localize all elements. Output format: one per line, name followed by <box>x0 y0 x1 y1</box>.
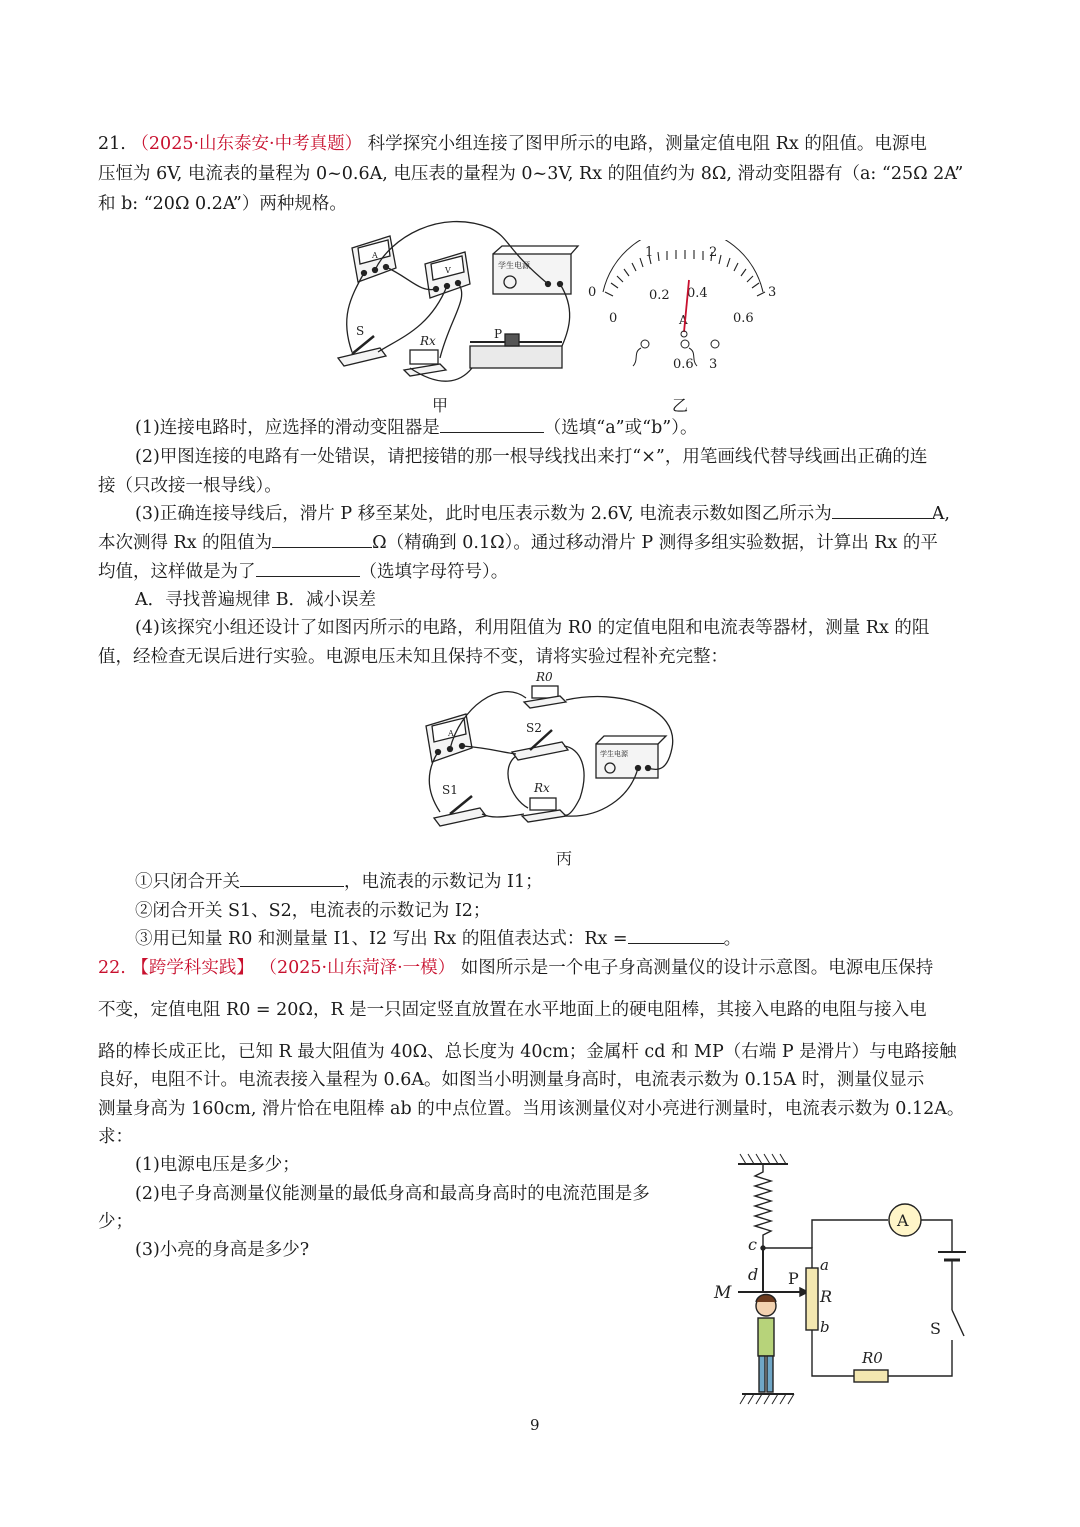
q21-step3 <box>135 925 741 953</box>
wire <box>508 756 528 808</box>
q21-part3-text3: Ω（精确到 0.1Ω）。通过移动滑片 P 测得多组实验数据，计算出 Rx 的平 <box>372 533 938 553</box>
rx-base <box>522 810 566 822</box>
scale-bottom-04: 0.4 <box>687 286 708 301</box>
rx-base <box>404 364 446 376</box>
switch1-label: S1 <box>442 783 458 797</box>
switch1-base <box>434 808 486 826</box>
wire <box>763 1248 812 1268</box>
power-supply-top <box>493 246 578 254</box>
power-supply <box>493 254 571 294</box>
q21-part3-unit: A, <box>931 504 950 524</box>
step3-end: 。 <box>723 929 742 949</box>
answer-blank-resistance[interactable] <box>272 529 372 548</box>
point-b-label: b <box>820 1318 830 1336</box>
q22-line-1 <box>98 954 933 982</box>
q21-part4-line1: (4)该探究小组还设计了如图丙所示的电路，利用阻值为 R0 的定值电阻和电流表等器材，测量 Rx 的阻 <box>135 618 930 638</box>
page-number: 9 <box>530 1416 540 1434</box>
q22-line-5: 测量身高为 160cm, 滑片恰在电阻棒 ab 的中点位置。当用该测量仪对小亮进行测量时，电流表示数为 0.12A。 <box>98 1099 965 1119</box>
q21-part3-line2 <box>98 529 938 557</box>
dial-arc <box>603 240 763 292</box>
point-a-label: a <box>820 1256 829 1274</box>
ammeter-letter: A <box>372 251 378 260</box>
q21-part2-line1: (2)甲图连接的电路有一处错误，请把接错的那一根导线找出来打“×”，用笔画线代替导线画出正确的连 <box>135 447 928 467</box>
wire <box>462 746 516 754</box>
switch-s-blade <box>952 1310 964 1336</box>
wire <box>812 1330 854 1376</box>
q21-part3-line3 <box>98 558 508 586</box>
point-c-label: c <box>748 1235 757 1254</box>
scale-top-1: 1 <box>645 245 654 260</box>
person-hair <box>756 1295 776 1303</box>
ammeter-letter: A <box>448 729 454 738</box>
q22-question-1: (1)电源电压是多少； <box>135 1155 300 1175</box>
ceiling-hatch <box>740 1154 786 1164</box>
q22-question-3: (3)小亮的身高是多少? <box>135 1240 310 1260</box>
point-m-label: M <box>714 1283 732 1303</box>
power-supply-label: 学生电源 <box>498 261 530 270</box>
terminal-wire <box>633 348 641 366</box>
scale-top-0: 0 <box>588 285 597 300</box>
q22-question-2: (2)电子身高测量仪能测量的最低身高和最高身高时的电流范围是多 <box>135 1184 650 1204</box>
q21-part2-line2: 接（只改接一根导线）。 <box>98 476 282 496</box>
answer-blank-1[interactable] <box>440 414 544 433</box>
q21-part4-line2: 值，经检查无误后进行实验。电源电压未知且保持不变，请将实验过程补充完整： <box>98 647 728 667</box>
circuit-figure-bing <box>420 668 676 838</box>
terminal-06 <box>681 340 689 348</box>
terminal-3 <box>711 340 719 348</box>
terminal-3-label: 3 <box>709 357 718 372</box>
q21-step1 <box>135 868 543 896</box>
switch2-label: S2 <box>526 721 542 735</box>
slider-p-label: P <box>788 1269 799 1288</box>
switch-base <box>338 348 386 366</box>
scale-top-2: 2 <box>709 245 718 260</box>
scale-bottom-0: 0 <box>609 311 618 326</box>
terminal-06-label: 0.6 <box>673 357 694 372</box>
q21-part3-hint: （选填字母符号）。 <box>359 562 509 582</box>
voltmeter-letter: V <box>445 266 451 275</box>
step3-text: ③用已知量 R0 和测量量 I1、I2 写出 Rx 的阻值表达式：Rx = <box>135 929 628 949</box>
scale-bottom-02: 0.2 <box>649 288 670 303</box>
resistor-r0-label: R0 <box>862 1349 883 1367</box>
power-supply-label: 学生电源 <box>600 750 628 758</box>
q21-options: A．寻找普遍规律 B．减小误差 <box>135 590 377 610</box>
resistor-rx <box>530 798 556 810</box>
step1-text2: ，电流表的示数记为 I1； <box>344 872 543 892</box>
wire <box>812 1220 888 1248</box>
q22-number: 22. <box>98 958 126 978</box>
wire <box>564 746 584 815</box>
q21-line-3: 和 b: “20Ω 0.2A”）两种规格。 <box>98 194 347 214</box>
q21-line-1 <box>98 130 927 158</box>
rx-label: Rx <box>420 334 436 348</box>
fig-jia-caption: 甲 <box>432 396 449 415</box>
wire <box>921 1220 952 1252</box>
rheostat-p-label: P <box>494 327 503 341</box>
q22-source: （2025·山东菏泽·一模） <box>259 958 456 978</box>
answer-blank-expression[interactable] <box>628 925 724 944</box>
power-supply-top <box>596 736 666 744</box>
rheostat-slider <box>505 334 519 346</box>
fig-yi-caption: 乙 <box>672 396 689 415</box>
q21-part3-text4: 均值，这样做是为了 <box>98 562 256 582</box>
q21-intro-1: 科学探究小组连接了图甲所示的电路，测量定值电阻 Rx 的阻值。电源电 <box>367 134 927 154</box>
dial-ticks <box>605 250 765 296</box>
wire <box>482 814 524 817</box>
circuit-figure-jia <box>330 218 580 396</box>
answer-blank-switch[interactable] <box>240 868 344 887</box>
person-shirt <box>758 1318 774 1356</box>
resistor-rx <box>410 350 438 364</box>
ground-hatch <box>740 1394 794 1404</box>
q21-number: 21. <box>98 134 126 154</box>
switch-label: S <box>356 324 365 338</box>
resistor-r0 <box>854 1370 888 1382</box>
q21-part3-text: (3)正确连接导线后，滑片 P 移至某处，此时电压表示数为 2.6V, 电流表示数如图乙所示为 <box>135 504 832 524</box>
q22-question-2b: 少； <box>98 1212 133 1232</box>
resistor-r-label: R <box>820 1287 833 1306</box>
resistor-r0 <box>532 686 558 698</box>
dial-unit: A <box>679 313 688 327</box>
q21-part3-text2: 本次测得 Rx 的阻值为 <box>98 533 273 553</box>
q22-line-4: 良好，电阻不计。电流表接入量程为 0.6A。如图当小明测量身高时，电流表示数为 0.15A 时，测量仪显示 <box>98 1070 925 1090</box>
resistor-bar-r <box>806 1268 818 1330</box>
ammeter-symbol-letter: A <box>897 1211 909 1230</box>
q22-line-3: 路的棒长成正比，已知 R 最大阻值为 40Ω、总长度为 40cm；金属杆 cd 和 MP（右端 P 是滑片）与电路接触 <box>98 1042 957 1062</box>
q21-part1-text: (1)连接电路时，应选择的滑动变阻器是 <box>135 418 440 438</box>
scale-top-3: 3 <box>768 285 777 300</box>
q21-line-2: 压恒为 6V, 电流表的量程为 0~0.6A, 电压表的量程为 0~3V, Rx 的阻值约为 8Ω, 滑动变阻器有（a: “25Ω 2A” <box>98 164 964 184</box>
answer-blank-purpose[interactable] <box>256 558 360 577</box>
height-meter-figure <box>708 1150 978 1420</box>
person-leg <box>767 1356 773 1392</box>
q21-part3-line1 <box>135 500 950 528</box>
wire <box>888 1340 952 1376</box>
r0-label: R0 <box>536 670 553 684</box>
switch-s-label: S <box>930 1319 941 1338</box>
q21-source: （2025·山东泰安·中考真题） <box>131 134 363 154</box>
q22-intro-1: 如图所示是一个电子身高测量仪的设计示意图。电源电压保持 <box>460 958 934 978</box>
q21-step2: ②闭合开关 S1、S2，电流表的示数记为 I2； <box>135 901 491 921</box>
terminal-negative <box>641 340 649 348</box>
q22-tag: 【跨学科实践】 <box>131 958 254 978</box>
spring <box>755 1164 771 1250</box>
wire <box>347 273 364 352</box>
rx-label: Rx <box>534 781 550 795</box>
step1-text: ①只闭合开关 <box>135 872 240 892</box>
q21-part1 <box>135 414 697 442</box>
q22-line-6: 求： <box>98 1127 133 1147</box>
q21-part1-hint: （选填“a”或“b”）。 <box>543 418 698 438</box>
fig-bing-caption: 丙 <box>556 849 573 868</box>
person-leg <box>759 1356 765 1392</box>
point-d-label: d <box>748 1265 759 1284</box>
rheostat-coil <box>470 346 562 368</box>
q22-line-2: 不变，定值电阻 R0 = 20Ω，R 是一只固定竖直放置在水平地面上的硬电阻棒，其接入电路的电阻与接入电 <box>98 1000 927 1020</box>
switch2-base <box>512 742 568 760</box>
answer-blank-current[interactable] <box>832 500 932 519</box>
scale-bottom-06: 0.6 <box>733 311 754 326</box>
ammeter-dial-figure-yi <box>585 240 785 375</box>
